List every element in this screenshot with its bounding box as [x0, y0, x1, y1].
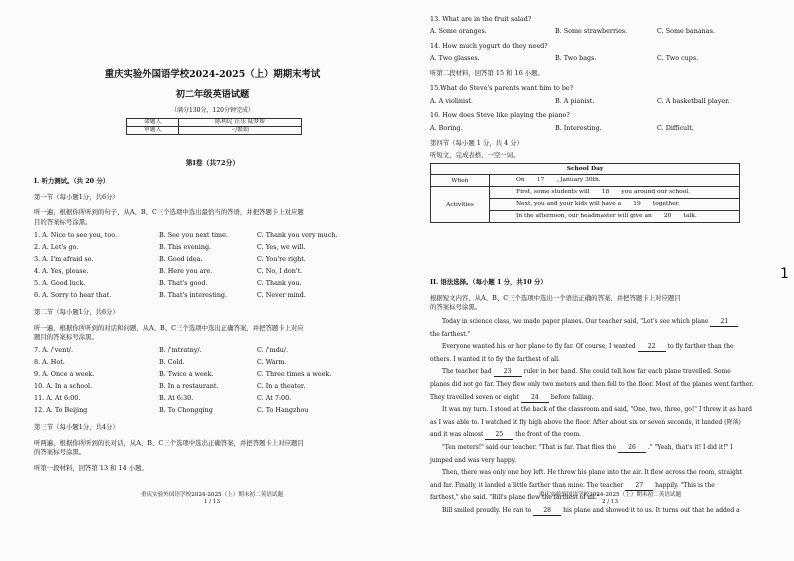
- row2-text-a: Next, you and your kids will have a: [516, 201, 622, 207]
- passage-text: happily. "This is the: [655, 481, 715, 489]
- q10-a: 10. A. In a school.: [34, 382, 93, 390]
- part-3-instr-2: 的答案标号涂黑。: [34, 448, 86, 456]
- passage-text: The teacher had: [442, 368, 492, 376]
- q4-a: 4. A. Yes, please.: [34, 267, 89, 275]
- footer-left: [102, 492, 322, 506]
- part-4-head: 第四节（每小题 1 分，共 4 分）: [430, 139, 523, 147]
- q9-a: 9. A. Once a week.: [34, 370, 95, 378]
- q13-c: C. Some bananas.: [657, 27, 715, 35]
- passage-text: ." "Yeah, that's it! I did it!" I: [647, 444, 733, 451]
- q10-c: C. In a theater.: [257, 382, 306, 390]
- q13-b: B. Some strawberries.: [555, 27, 628, 35]
- passage-line: [430, 419, 741, 427]
- blank-22: 22: [638, 343, 666, 352]
- passage-line: [442, 406, 752, 414]
- q15-b: B. A pianist.: [555, 97, 595, 105]
- row3-text-b: talk.: [683, 213, 697, 219]
- q15-c: C. A basketball player.: [657, 97, 730, 105]
- part-2-instr: 听一遍，根据你所听到的对话和问题，从A、B、C三个选项中选出正确答案，并把答题卡上对应: [34, 324, 304, 332]
- footer-left-title: 重庆实验外国语学校2024-2025（上）期末初二英语试题: [140, 492, 284, 498]
- when-text-b: , January 30th.: [556, 177, 601, 183]
- when-label: When: [431, 175, 490, 186]
- blank-21: 21: [710, 318, 738, 327]
- q8-c: C. Warm.: [257, 358, 287, 366]
- q11-c: C. At 7:00.: [257, 394, 292, 402]
- passage-line: [430, 331, 470, 339]
- blank-24: 24: [521, 394, 549, 403]
- q4-c: C. No, I don't.: [257, 267, 303, 275]
- q16-b: B. Interesting.: [555, 124, 602, 132]
- blank-25: 25: [485, 431, 513, 440]
- footer-right-title: 重庆实验外国语学校2024-2025（上）期末初二英语试题: [538, 492, 682, 498]
- activity-row-3: [490, 211, 739, 222]
- passage-text: It was my turn. I stood at the back of the classroom and said, "One, two, three, go!" I threw it as hard: [442, 406, 752, 414]
- passage-line: [442, 343, 734, 352]
- row1-text-a: First, some students will: [516, 189, 590, 195]
- part-1-instr: 听一遍，根据你所听到的句子，从A、B、C三个选项中选出最恰当的答语，并把答题卡上对应题: [34, 208, 304, 216]
- side-page-marker: 1: [780, 266, 789, 282]
- part-1-instr-2: 目的答案标号涂黑。: [34, 218, 92, 226]
- passage-line: [430, 394, 594, 403]
- q1-a: 1. A. Nice to see you, too.: [34, 231, 117, 239]
- passage-line: [442, 368, 731, 377]
- passage-text: and it was almost: [430, 431, 484, 439]
- passage-line: [442, 469, 742, 477]
- when-cell: [490, 175, 739, 186]
- q15-a: A. A violinist.: [430, 97, 473, 105]
- passage-line: [442, 444, 733, 453]
- activity-row-1: [490, 187, 739, 199]
- q16-question: 16. How does Steve like playing the piano?: [430, 111, 570, 119]
- q6-b: B. That's interesting.: [159, 291, 228, 299]
- q5-a: 5. A. Good luck.: [34, 279, 86, 287]
- part-3-instr: 听两遍，根据你所听到的长对话，从A、B、C三个选项中选出正确答案，并把答题卡上对应题目: [34, 439, 304, 447]
- passage-text: before falling.: [550, 393, 594, 401]
- part-3-lead: 听第一段材料，回答第 13 和 14 小题。: [34, 464, 148, 472]
- school-day-title: School Day: [431, 164, 739, 175]
- reviewer-label: 审题人: [127, 127, 179, 135]
- part-1-head: 第一节（每小题1分，共6分）: [34, 193, 119, 201]
- blank-20: 20: [654, 211, 682, 223]
- passage-text: They travelled seven or eight: [430, 393, 519, 401]
- q11-b: B. At 6:30.: [159, 394, 194, 402]
- passage-text: "Ten meters!" said our teacher. "That is far. That flies the: [442, 444, 617, 451]
- q11-a: 11. A. At 6:00.: [34, 394, 81, 402]
- q5-b: B. That's good.: [159, 279, 208, 287]
- q6-a: 6. A. Sorry to hear that.: [34, 291, 112, 299]
- passage-line: [430, 457, 516, 465]
- part-4-instr: 听短文，完成表格，一空一词。: [430, 151, 520, 159]
- passage-text: ruler in her hand. She could tell how far each plane travelled. Some: [523, 368, 731, 376]
- part-2-head: 第二节（每小题1分，共6分）: [34, 308, 119, 316]
- q5-c: C. Thank you.: [257, 279, 302, 287]
- q7-b: B. /ˈmtratny/.: [159, 346, 202, 354]
- passage-text: as I was able to. I watched it fly high above the floor. After about six or seven seconds, it landed (降落): [430, 418, 741, 426]
- blank-23: 23: [494, 368, 522, 377]
- q3-c: C. You're right.: [257, 255, 306, 263]
- passage-text: to fly farther than the: [667, 343, 734, 351]
- passage-text: the front of the room.: [515, 431, 582, 439]
- q3-a: 3. A. I'm afraid so.: [34, 255, 94, 263]
- q1-b: B. See you next time.: [159, 231, 228, 239]
- q13-a: A. Some oranges.: [430, 27, 487, 35]
- row2-text-b: together.: [652, 201, 680, 207]
- activity-row-2: [490, 199, 739, 211]
- q14-question: 14. How much yogurt do they need?: [430, 42, 548, 50]
- when-row: [431, 175, 739, 187]
- when-text-a: On: [516, 177, 525, 183]
- section-2-instr-2: 的答案标号涂黑。: [430, 303, 482, 311]
- q1-c: C. Thank you very much.: [257, 231, 338, 239]
- blank-28: 28: [533, 507, 561, 516]
- q7-a: 7. A. /ˈvent/.: [34, 346, 73, 354]
- passage-line: [430, 356, 560, 364]
- passage-line: [442, 507, 740, 516]
- page-right: [428, 0, 788, 561]
- blank-17: 17: [527, 175, 555, 187]
- passage-line: [442, 318, 738, 327]
- passage-text: Then, there was only one boy left. He threw his plane into the air. It flew across the room, straight: [442, 469, 743, 477]
- activities-label: Activities: [431, 187, 490, 222]
- section-1-title: I. 听力测试。（共 20 分）: [34, 177, 110, 185]
- passage-text: Everyone wanted his or her plane to fly far. Of course, I wanted: [442, 343, 636, 351]
- row1-text-b: you around our school.: [621, 189, 691, 195]
- q9-c: C. Three times a week.: [257, 370, 332, 378]
- lead-2: 听第二段材料，回答第 15 和 16 小题。: [430, 69, 544, 77]
- q3-b: B. Good idea.: [159, 255, 203, 263]
- passage-text: others. I wanted it to fly the farthest of all.: [430, 355, 560, 363]
- part-3-head: 第三节（每小题1分，共4分）: [34, 423, 119, 431]
- school-day-table: [430, 163, 740, 223]
- exam-title: 重庆实验外国语学校2024-2025（上）期期末考试: [104, 69, 321, 80]
- blank-18: 18: [592, 187, 620, 199]
- q14-c: C. Two cups.: [657, 54, 699, 62]
- q7-c: C. /ˈmdu/.: [257, 346, 289, 354]
- q8-a: 8. A. Hot.: [34, 358, 65, 366]
- q14-a: A. Two glasses.: [430, 54, 480, 62]
- q2-a: 2. A. Let's go.: [34, 243, 79, 251]
- blank-26: 26: [618, 444, 646, 453]
- q8-b: B. Cold.: [159, 358, 185, 366]
- passage-text: farthest," she said. "Bill's plane flew the farthest of all.": [430, 494, 600, 502]
- q13-question: 13. What are in the fruit salad?: [430, 15, 532, 23]
- q12-a: 12. A. To Beijing: [34, 406, 88, 414]
- passage-text: the farthest.": [430, 330, 471, 338]
- q14-b: B. Two bags.: [555, 54, 597, 62]
- score-note: （满分130分，120分钟完成）: [171, 107, 254, 114]
- q10-b: B. In a restaurant.: [159, 382, 219, 390]
- q2-b: B. This evening.: [159, 243, 212, 251]
- exam-subtitle: 初二年级英语试题: [175, 89, 250, 100]
- passage-text: his plane and showed it to us. It turns out that he added a: [563, 507, 740, 514]
- q9-b: B. Twice a week.: [159, 370, 214, 378]
- q12-b: B. To Chongqing: [159, 406, 213, 414]
- footer-left-page: 1 / 13: [203, 499, 221, 505]
- blank-19: 19: [623, 199, 651, 211]
- volume-title: 第Ⅰ卷（共72分）: [185, 159, 240, 167]
- row3-text-a: In the afternoon, our headmaster will give an: [516, 213, 652, 219]
- passage-text: Today in science class, we made paper planes. Our teacher said, "Let's see which plane: [442, 318, 709, 325]
- footer-right-page: 2 / 13: [601, 499, 619, 505]
- q2-c: C. Yes, we will.: [257, 243, 306, 251]
- passage-text: planes did not go far. They flew only two meters and then fell to the floor. Most of the planes went farther.: [430, 381, 754, 388]
- passage-text: Bill smiled proudly. He ran to: [442, 507, 532, 514]
- author-label: 命题人: [127, 119, 179, 127]
- q6-c: C. Never mind.: [257, 291, 306, 299]
- reviewer-names: 刁繁娟: [179, 127, 302, 135]
- passage-line: [430, 431, 581, 440]
- author-names: 陈利民 汪乐 陆梦娇: [179, 119, 302, 127]
- q16-c: C. Difficult.: [657, 124, 694, 132]
- q4-b: B. Here you are.: [159, 267, 213, 275]
- passage-line: [430, 381, 753, 389]
- passage-text: and far. Finally, it landed a little farther than mine. The teacher: [430, 481, 624, 489]
- page-left: [30, 0, 395, 561]
- blank-27: 27: [625, 482, 653, 491]
- part-2-instr-2: 题目的答案标号涂黑。: [34, 333, 98, 341]
- footer-right: [500, 492, 720, 506]
- passage-text: jumped and was very happy.: [430, 456, 517, 464]
- section-2-instr: 根据短文内容，从A、B、C三个选项中选出一个语法正确的答案，并把答题卡上对应题目: [430, 294, 681, 302]
- q16-a: A. Boring.: [430, 124, 463, 132]
- q12-c: C. To Hangzhou: [257, 406, 309, 414]
- section-2-title: II. 语法选择。（每小题 1 分，共10 分）: [430, 278, 547, 286]
- activities-row: [431, 187, 739, 222]
- author-table: [126, 118, 302, 135]
- passage-line: [430, 482, 715, 491]
- q15-question: 15.What do Steve's parents want him to be?: [430, 84, 574, 92]
